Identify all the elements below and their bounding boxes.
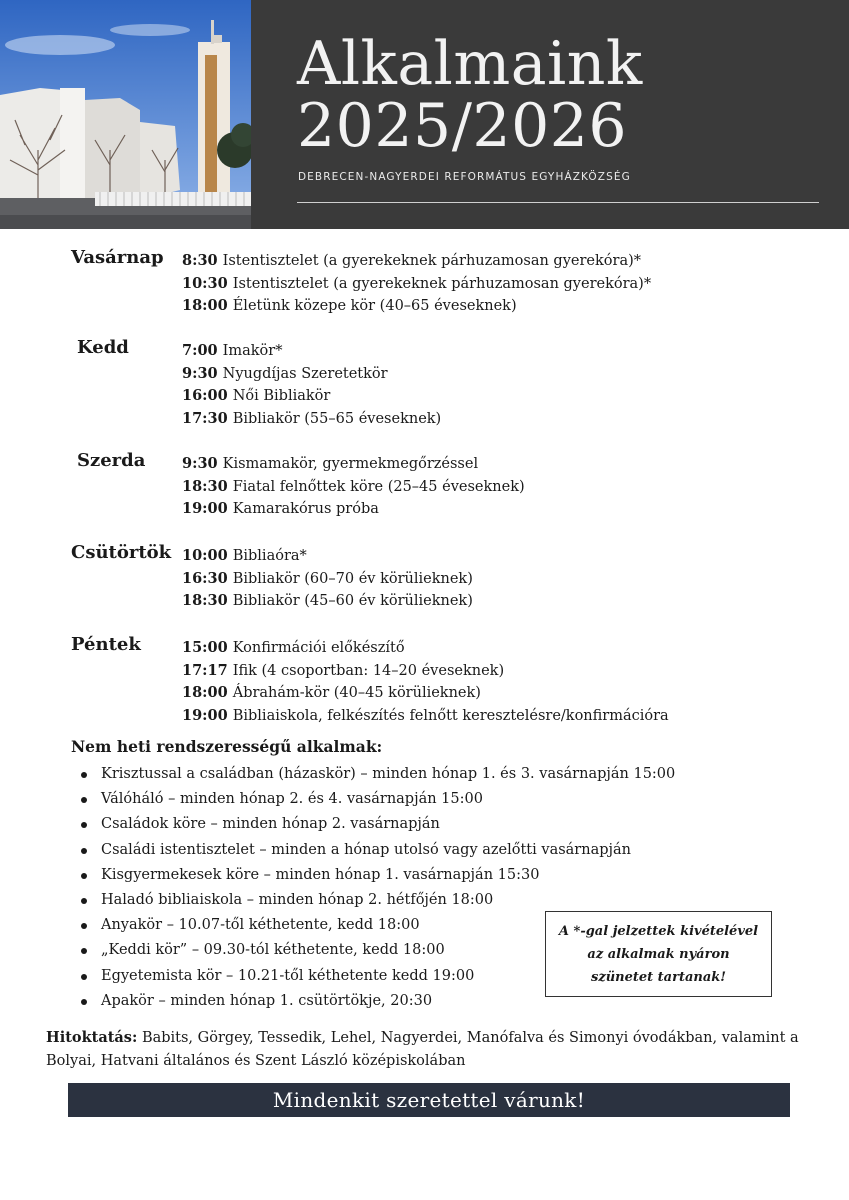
- list-item: [78, 812, 675, 837]
- event-list: [182, 545, 473, 613]
- event-text: Fiatal felnőttek köre (25–45 éveseknek): [232, 478, 525, 495]
- event-item: [182, 385, 441, 408]
- religious-education: [46, 1026, 806, 1073]
- event-item: [182, 408, 441, 431]
- day-name: Kedd: [77, 337, 129, 358]
- event-text: Bibliakör (60–70 év körülieknek): [232, 570, 473, 587]
- congregation-name: DEBRECEN-NAGYERDEI REFORMÁTUS EGYHÁZKÖZSÉG: [298, 171, 631, 183]
- event-time: 18:30: [182, 592, 228, 609]
- summer-break-note: [545, 911, 772, 997]
- event-time: 18:00: [182, 297, 228, 314]
- banner-divider: [297, 202, 819, 203]
- list-item-text: Kisgyermekesek köre – minden hónap 1. vasárnapján 15:30: [101, 866, 540, 883]
- list-item-text: Családok köre – minden hónap 2. vasárnapján: [101, 816, 440, 833]
- church-photo: [0, 0, 251, 229]
- event-list: [182, 637, 669, 727]
- event-item: [182, 682, 669, 705]
- bullet-icon: [81, 999, 87, 1005]
- event-time: 18:00: [182, 684, 228, 701]
- bullet-icon: [81, 873, 87, 879]
- event-time: 18:30: [182, 477, 228, 495]
- event-text: Bibliaóra*: [232, 548, 307, 564]
- religious-education-label: Hitoktatás:: [46, 1029, 138, 1046]
- bullet-icon: [81, 772, 87, 778]
- event-text: Bibliaiskola, felkészítés felnőtt keresztelésre/konfirmációra: [232, 707, 669, 724]
- list-item-text: Haladó bibliaiskola – minden hónap 2. hétfőjén 18:00: [101, 892, 494, 909]
- religious-education-text: Babits, Görgey, Tessedik, Lehel, Nagyerdei, Manófalva és Simonyi óvodákban, valamint a Bolyai, Hatvani általános és Szent László középiskolában: [46, 1030, 799, 1069]
- day-name: Csütörtök: [71, 542, 172, 563]
- bullet-icon: [81, 848, 87, 854]
- footer-text: Mindenkit szeretettel várunk!: [272, 1088, 586, 1112]
- header: [0, 0, 849, 229]
- event-item: [182, 590, 473, 613]
- bullet-icon: [81, 898, 87, 904]
- footer-banner: [68, 1083, 790, 1117]
- event-text: Kismamakör, gyermekmegőrzéssel: [222, 456, 479, 472]
- event-item: [182, 250, 651, 273]
- event-time: 15:00: [182, 639, 228, 656]
- event-text: Bibliakör (45–60 év körülieknek): [232, 593, 473, 609]
- title-line-2: 2025/2026: [297, 91, 628, 161]
- list-item: [78, 762, 675, 787]
- event-list: [182, 453, 525, 521]
- bullet-icon: [81, 948, 87, 954]
- day-name: Vasárnap: [71, 247, 164, 268]
- list-item-text: Apakör – minden hónap 1. csütörtökje, 20:30: [101, 992, 433, 1009]
- event-item: [182, 295, 651, 318]
- list-item-text: Anyakör – 10.07-től kéthetente, kedd 18:00: [101, 917, 420, 934]
- event-list: [182, 250, 651, 318]
- bullet-icon: [81, 923, 87, 929]
- event-item: [182, 660, 669, 683]
- list-item: [78, 888, 675, 913]
- event-time: 16:30: [182, 569, 228, 587]
- bullet-icon: [81, 822, 87, 828]
- event-time: 9:30: [182, 455, 218, 472]
- event-item: [182, 453, 525, 476]
- irregular-events-heading: Nem heti rendszerességű alkalmak:: [71, 737, 383, 756]
- event-text: Ábrahám-kör (40–45 körülieknek): [232, 685, 481, 701]
- note-text: A *-gal jelzettek kivételével az alkalmak nyáron szünetet tartanak!: [558, 923, 759, 985]
- event-text: Bibliakör (55–65 éveseknek): [232, 410, 442, 427]
- event-text: Istentisztelet (a gyerekeknek párhuzamosan gyerekóra)*: [222, 253, 641, 269]
- event-item: [182, 545, 473, 568]
- event-text: Konfirmációi előkészítő: [232, 640, 405, 656]
- list-item: [78, 863, 675, 888]
- event-time: 10:00: [182, 547, 228, 564]
- day-name: Szerda: [77, 450, 146, 471]
- event-time: 10:30: [182, 274, 228, 292]
- event-time: 9:30: [182, 364, 218, 382]
- bullet-icon: [81, 974, 87, 980]
- list-item-text: Családi istentisztelet – minden a hónap utolsó vagy azelőtti vasárnapján: [101, 841, 631, 858]
- event-item: [182, 340, 441, 363]
- event-time: 7:00: [182, 342, 218, 359]
- title-line-1: Alkalmaink: [297, 29, 643, 99]
- event-text: Ifik (4 csoportban: 14–20 éveseknek): [232, 662, 505, 679]
- event-time: 17:30: [182, 409, 228, 427]
- event-time: 19:00: [182, 500, 228, 517]
- event-item: [182, 498, 525, 521]
- event-text: Imakör*: [222, 343, 283, 359]
- day-name: Péntek: [71, 634, 141, 655]
- list-item-text: Krisztussal a családban (házaskör) – minden hónap 1. és 3. vasárnapján 15:00: [101, 766, 676, 782]
- event-time: 16:00: [182, 387, 228, 404]
- event-time: 8:30: [182, 252, 218, 269]
- event-time: 17:17: [182, 661, 228, 679]
- event-time: 19:00: [182, 706, 228, 724]
- event-text: Kamarakórus próba: [232, 501, 379, 517]
- list-item: [78, 838, 675, 863]
- event-list: [182, 340, 441, 430]
- title-banner: [251, 0, 849, 229]
- event-item: [182, 273, 651, 296]
- event-text: Istentisztelet (a gyerekeknek párhuzamosan gyerekóra)*: [232, 275, 652, 292]
- event-text: Női Bibliakör: [232, 388, 331, 404]
- event-item: [182, 568, 473, 591]
- event-item: [182, 476, 525, 499]
- event-text: Életünk közepe kör (40–65 éveseknek): [232, 298, 517, 314]
- list-item-text: Egyetemista kör – 10.21-től kéthetente kedd 19:00: [101, 967, 475, 984]
- event-item: [182, 705, 669, 728]
- event-item: [182, 637, 669, 660]
- list-item: [78, 787, 675, 812]
- list-item-text: Válóháló – minden hónap 2. és 4. vasárnapján 15:00: [101, 791, 483, 808]
- list-item-text: „Keddi kör” – 09.30-tól kéthetente, kedd 18:00: [101, 942, 445, 959]
- bullet-icon: [81, 797, 87, 803]
- event-text: Nyugdíjas Szeretetkör: [222, 365, 388, 382]
- event-item: [182, 363, 441, 386]
